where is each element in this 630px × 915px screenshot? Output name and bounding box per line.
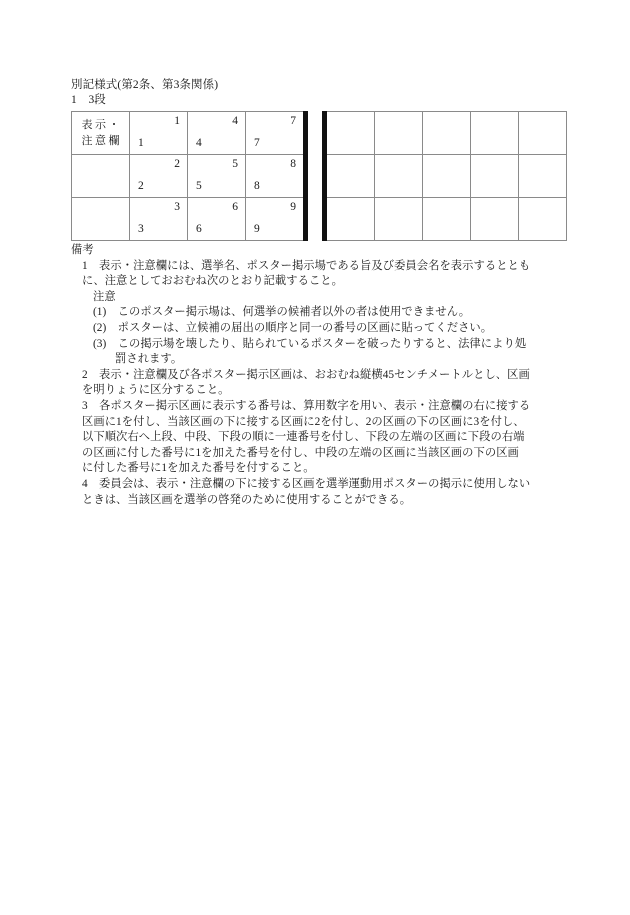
note-line: (1) このポスター掲示場は、何選挙の候補者以外の者は使用できません。: [93, 306, 471, 319]
note-line: ときは、当該区画を選挙の啓発のために使用することができる。: [82, 493, 412, 506]
document-heading: [71, 78, 571, 108]
cell-number-bottom: 6: [196, 223, 202, 235]
blank-poster-cell: [519, 155, 567, 198]
note-line: を明りょうに区分すること。: [82, 384, 230, 397]
blank-poster-cell: [375, 112, 423, 155]
note-line: に、注意としておおむね次のとおり記載すること。: [82, 275, 343, 288]
cell-number-top: 3: [174, 201, 180, 213]
note-line: 4 委員会は、表示・注意欄の下に接する区画を選挙運動用ポスターの掲示に使用しない: [82, 477, 531, 490]
blank-poster-cell: [375, 155, 423, 198]
blank-poster-cell: [471, 155, 519, 198]
cell-number-top: 4: [232, 115, 238, 127]
blank-poster-cell: [325, 112, 375, 155]
poster-cell: [188, 155, 246, 198]
display-notice-label-cell: [72, 112, 130, 155]
blank-poster-cell: [519, 198, 567, 241]
note-line: に付した番号に1を加えた番号を付すること。: [82, 462, 315, 475]
blank-poster-cell: [423, 112, 471, 155]
cell-number-top: 6: [232, 201, 238, 213]
cell-number-bottom: 1: [138, 137, 144, 149]
note-line: 罰されます。: [115, 353, 183, 366]
note-line: の区画に付した番号に1を加えた番号を付し、中段の左端の区画に当該区画の下の区画: [82, 446, 519, 459]
poster-cell: [188, 112, 246, 155]
blank-poster-cell: [471, 198, 519, 241]
note-line: 1 表示・注意欄には、選挙名、ポスター掲示場である旨及び委員会名を表示するととも: [82, 259, 531, 272]
note-line: 以下順次右へ上段、中段、下段の順に一連番号を付し、下段の左端の区画に下段の右端: [82, 431, 525, 444]
blank-poster-cell: [423, 198, 471, 241]
blank-left-cell: [72, 155, 130, 198]
table-row: [72, 112, 306, 155]
cell-number-bottom: 8: [254, 180, 260, 192]
label-line-2: 注意欄: [81, 135, 122, 147]
poster-cell: [246, 112, 306, 155]
cell-number-top: 9: [290, 201, 296, 213]
cell-number-top: 1: [174, 115, 180, 127]
note-line: 3 各ポスター掲示区画に表示する番号は、算用数字を用い、表示・注意欄の右に接する: [82, 399, 531, 412]
poster-cell: [188, 198, 246, 241]
cell-number-bottom: 3: [138, 223, 144, 235]
blank-poster-cell: [423, 155, 471, 198]
table-row: [325, 198, 567, 241]
note-line: (3) この掲示場を壊したり、貼られているポスターを破ったりすると、法律により処: [93, 337, 527, 350]
blank-poster-cell: [519, 112, 567, 155]
cell-number-top: 2: [174, 158, 180, 170]
cell-number-top: 7: [290, 115, 296, 127]
note-line: 注意: [93, 290, 116, 303]
poster-numbered-table: [71, 111, 308, 241]
blank-poster-cell: [375, 198, 423, 241]
blank-poster-cell: [471, 112, 519, 155]
notes-title: 備考: [71, 244, 94, 256]
cell-number-bottom: 7: [254, 137, 260, 149]
note-line: (2) ポスターは、立候補の届出の順序と同一の番号の区画に貼ってください。: [93, 321, 493, 334]
blank-left-cell: [72, 198, 130, 241]
poster-cell: [130, 155, 188, 198]
form-subtitle: 1 3段: [71, 94, 106, 106]
cell-number-bottom: 2: [138, 180, 144, 192]
cell-number-bottom: 5: [196, 180, 202, 192]
table-row: [72, 198, 306, 241]
cell-number-top: 8: [290, 158, 296, 170]
cell-number-bottom: 9: [254, 223, 260, 235]
label-line-1: 表示・: [81, 119, 122, 131]
table-row: [325, 112, 567, 155]
table-row: [72, 155, 306, 198]
cell-number-top: 5: [232, 158, 238, 170]
blank-poster-cell: [325, 198, 375, 241]
note-line: 2 表示・注意欄及び各ポスター掲示区画は、おおむね縦横45センチメートルとし、区画: [82, 368, 530, 381]
notes-list: [71, 259, 563, 509]
poster-blank-table: [322, 111, 567, 241]
poster-board-diagram: [71, 111, 557, 241]
table-row: [325, 155, 567, 198]
notes-section: [71, 243, 563, 508]
form-title: 別記様式(第2条、第3条関係): [71, 79, 219, 91]
cell-number-bottom: 4: [196, 137, 202, 149]
poster-cell: [130, 112, 188, 155]
note-line: 区画に1を付し、当該区画の下に接する区画に2を付し、2の区画の下の区画に3を付し、: [82, 415, 525, 428]
poster-cell: [130, 198, 188, 241]
blank-poster-cell: [325, 155, 375, 198]
poster-cell: [246, 155, 306, 198]
poster-cell: [246, 198, 306, 241]
